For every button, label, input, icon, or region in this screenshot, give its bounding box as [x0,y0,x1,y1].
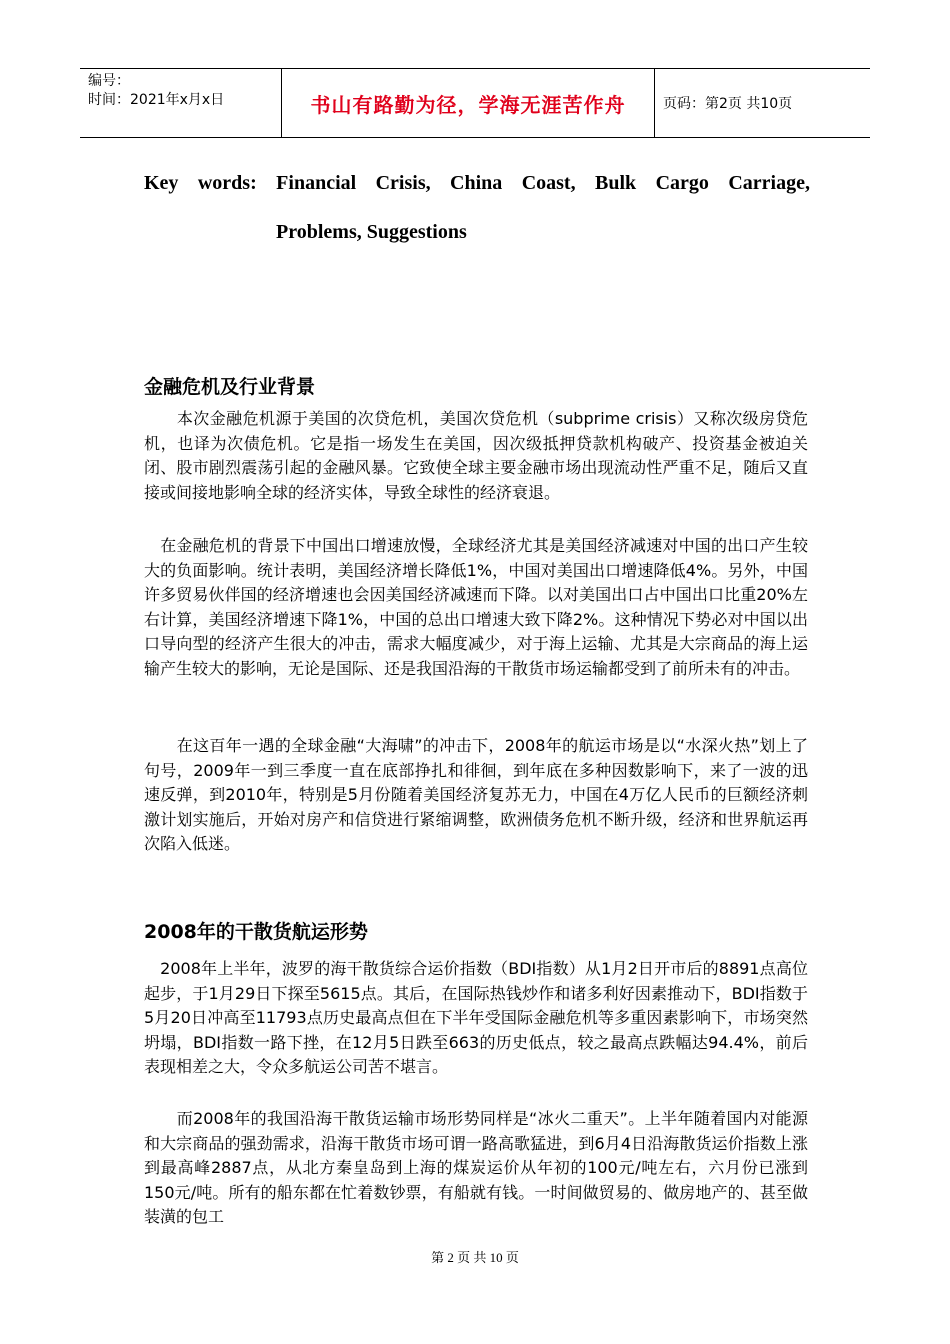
keyword-word: Coast, [521,172,576,194]
keyword-word: China [450,172,503,194]
document-number: 编号： [88,73,130,89]
keyword-word: Bulk [595,172,637,194]
document-header [80,68,870,138]
header-page-info: 页码：第2页 共10页 [663,96,793,112]
keywords-line-1 [144,172,810,195]
header-info-cell [80,69,282,137]
document-time: 时间：2021年x月x日 [88,92,225,108]
paragraph: 本次金融危机源于美国的次贷危机，美国次贷危机（subprime crisis）又称次级房贷危机，也译为次债危机。它是指一场发生在美国，因次级抵押贷款机构破产、投资基金被迫关闭、股市剧烈震荡引起的金融风暴。它致使全球主要金融市场出现流动性严重不足，随后又直接或间接地影响全球的经济实体，导致全球性的经济衰退。 [144,409,808,502]
keywords-line-2: Problems, Suggestions [276,221,467,243]
keyword-word: Cargo [655,172,709,194]
keyword-word: Crisis, [375,172,431,194]
section-title-background: 金融危机及行业背景 [144,376,316,398]
paragraph: 在这百年一遇的全球金融“大海啸”的冲击下，2008年的航运市场是以“水深火热”划上了句号，2009年一到三季度一直在底部挣扎和徘徊，到年底在多种因数影响下，来了一波的迅速反弹，到2010年，特别是5月份随着美国经济复苏无力，中国在4万亿人民币的巨额经济刺激计划实施后，开始对房产和信贷进行紧缩调整，欧洲债务危机不断升级，经济和世界航运再次陷入低迷。 [144,736,808,854]
keyword-word: Key [144,172,179,194]
keyword-word: words: [197,172,257,194]
header-motto: 书山有路勤为径，学海无涯苦作舟 [282,69,655,137]
paragraph: 2008年上半年，波罗的海干散货综合运价指数（BDI指数）从1月2日开市后的8891点高位起步，于1月29日下探至5615点。其后，在国际热钱炒作和诸多利好因素推动下，BDI指数于5月20日冲高至11793点历史最高点但在下半年受国际金融危机等多重因素影响下，市场突然坍塌，BDI指数一路下挫，在12月5日跌至663的历史低点，较之最高点跌幅达94.4%，前后表现相差之大，令众多航运公司苦不堪言。 [144,959,808,1077]
page-footer: 第 2 页 共 10 页 [431,1250,519,1265]
paragraph: 而2008年的我国沿海干散货运输市场形势同样是“冰火二重天”。上半年随着国内对能源和大宗商品的强劲需求，沿海干散货市场可谓一路高歌猛进，到6月4日沿海散货运价指数上涨到最高峰2887点，从北方秦皇岛到上海的煤炭运价从年初的100元/吨左右，六月份已涨到150元/吨。所有的船东都在忙着数钞票，有船就有钱。一时间做贸易的、做房地产的、甚至做装潢的包工 [144,1109,808,1227]
keyword-word: Carriage, [728,172,810,194]
paragraph: 在金融危机的背景下中国出口增速放慢，全球经济尤其是美国经济减速对中国的出口产生较大的负面影响。统计表明，美国经济增长降低1%，中国对美国出口增速降低4%。另外，中国许多贸易伙伴国的经济增速也会因美国经济减速而下降。以对美国出口占中国出口比重20%左右计算，美国经济增速下降1%，中国的总出口增速大致下降2%。这种情况下势必对中国以出口导向型的经济产生很大的冲击，需求大幅度减少，对于海上运输、尤其是大宗商品的海上运输产生较大的影响，无论是国际、还是我国沿海的干散货市场运输都受到了前所未有的冲击。 [144,536,808,678]
keyword-word: Financial [276,172,357,194]
section-title-2008-dry-bulk: 2008年的干散货航运形势 [144,921,368,943]
